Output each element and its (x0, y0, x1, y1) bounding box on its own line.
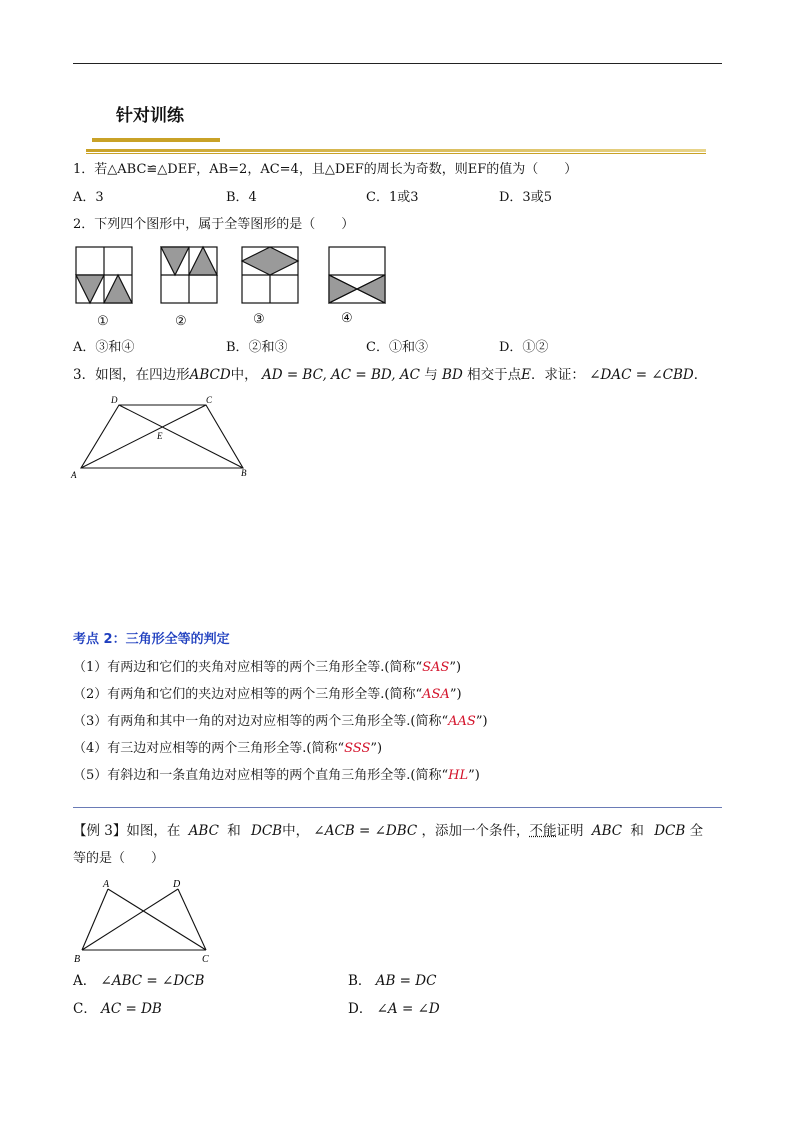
ex3-he: 和 (227, 823, 241, 839)
rule-1-abbr: SAS (422, 660, 450, 675)
section-title: 针对训练 (116, 106, 184, 126)
ex3-option-a-label: A． (73, 973, 97, 989)
rule-5-text: （5）有斜边和一条直角边对应相等的两个直角三角形全等.(简称“ (73, 768, 449, 783)
rule-3-text: （3）有两角和其中一角的对边对应相等的两个三角形全等.(简称“ (73, 714, 449, 729)
q3-stem-prove: ．求证： (530, 367, 585, 383)
ex3-option-b-label: B． (348, 973, 372, 989)
q1-stem: 1．若△ABC≌△DEF，AB=2，AC=4，且△DEF的周长为奇数，则EF的值为（ ） (73, 162, 578, 177)
q3-label-e: E (157, 431, 163, 441)
ex3-option-d-math: ∠A = ∠D (376, 1001, 440, 1017)
kaodian-title: 考点 2：三角形全等的判定 (73, 632, 230, 647)
ex3-option-c-math: AC = DB (101, 1001, 162, 1017)
rule-5 (73, 767, 480, 785)
ex3-cond: ∠ACB = ∠DBC (313, 823, 418, 839)
ex3-label-a: A (103, 879, 110, 890)
ex3-option-c-label: C． (73, 1001, 97, 1017)
rule-2-text: （2）有两角和它们的夹边对应相等的两个三角形全等.(简称“ (73, 687, 423, 702)
rule-1-end: ”) (449, 660, 462, 675)
q3-stem-prefix: 3．如图，在四边形 (73, 367, 190, 383)
rule-2-abbr: ASA (422, 687, 450, 702)
ex3-buneng: 不能 (529, 823, 557, 839)
ex3-quan: 全 (689, 823, 704, 839)
rule-1 (73, 659, 461, 677)
title-underline-long (86, 149, 706, 152)
rule-4 (73, 740, 382, 758)
q1-option-a: A．3 (73, 190, 104, 205)
q2-figure-label-3: ③ (253, 312, 265, 327)
q2-figure-label-4: ④ (341, 311, 353, 326)
rule-4-text: （4）有三边对应相等的两个三角形全等.(简称“ (73, 741, 345, 756)
q3-stem-end: ． (693, 367, 708, 383)
q2-figure-label-1: ① (97, 314, 109, 329)
q3-stem (73, 366, 707, 384)
title-underline-short (92, 138, 220, 142)
q2-figure-4 (329, 247, 385, 303)
q3-stem-math: AD = BC, AC = BD, AC (261, 367, 420, 383)
q2-figure-3 (242, 247, 298, 303)
q2-option-d: D．①② (499, 340, 549, 355)
q3-label-d: D (111, 395, 118, 405)
q3-stem-abcd: ABCD (189, 367, 231, 383)
example3-stem (73, 822, 703, 840)
rule-3-abbr: AAS (448, 714, 476, 729)
q3-stem-cross: 相交于点 (467, 367, 522, 383)
q3-stem-mid: 中， (230, 367, 258, 383)
ex3-option-b (348, 972, 436, 990)
ex3-dcb2: DCB (654, 823, 686, 839)
ex3-option-b-math: AB = DC (375, 973, 437, 989)
ex3-option-a-math: ∠ABC = ∠DCB (100, 973, 205, 989)
rule-2-end: ”) (449, 687, 462, 702)
q2-stem: 2．下列四个图形中，属于全等图形的是（ ） (73, 217, 355, 232)
ex3-prefix: 【例 3】如图，在 (73, 823, 181, 839)
rule-5-end: ”) (468, 768, 480, 783)
ex3-rest2: 证明 (556, 823, 584, 839)
q2-figure-1 (76, 247, 132, 303)
ex3-label-b: B (74, 954, 81, 964)
q2-option-b: B．②和③ (226, 340, 288, 355)
ex3-abc2: ABC (591, 823, 623, 839)
rule-2 (73, 686, 462, 704)
q3-stem-bd: BD (442, 367, 463, 383)
ex3-option-a (73, 972, 204, 990)
q2-figures (73, 244, 393, 308)
q1-option-d: D．3或5 (499, 190, 552, 205)
rule-3-end: ”) (475, 714, 488, 729)
example3-figure (72, 876, 217, 964)
q2-figure-label-2: ② (175, 314, 187, 329)
ex3-option-c (73, 1000, 162, 1018)
ex3-he2: 和 (630, 823, 644, 839)
section-divider (73, 807, 722, 808)
rule-4-end: ”) (370, 741, 383, 756)
q2-option-a: A．③和④ (73, 340, 135, 355)
ex3-label-c: C (202, 954, 209, 964)
q3-stem-goal: ∠DAC = ∠CBD (589, 367, 694, 383)
ex3-label-d: D (173, 879, 181, 890)
q3-stem-e: E (521, 367, 531, 383)
ex3-abc: ABC (188, 823, 219, 839)
rule-1-text: （1）有两边和它们的夹角对应相等的两个三角形全等.(简称“ (73, 660, 423, 675)
rule-3 (73, 713, 488, 731)
ex3-zhong: 中， (282, 823, 310, 839)
q3-label-b: B (241, 468, 247, 478)
ex3-rest: ，添加一个条件， (421, 823, 530, 839)
q3-label-c: C (206, 395, 213, 405)
q1-option-b: B．4 (226, 190, 257, 205)
rule-4-abbr: SSS (344, 741, 371, 756)
top-rule (73, 63, 722, 64)
ex3-option-d-label: D． (348, 1001, 373, 1017)
rule-5-abbr: HL (448, 768, 469, 783)
q3-stem-with: 与 (424, 367, 438, 383)
q2-option-c: C．①和③ (366, 340, 428, 355)
q3-figure (70, 392, 255, 482)
q3-label-a: A (71, 470, 77, 480)
q1-option-c: C．1或3 (366, 190, 419, 205)
title-underline-thin (86, 153, 706, 154)
q2-figure-2 (161, 247, 217, 303)
ex3-option-d (348, 1000, 440, 1018)
example3-line2: 等的是（ ） (73, 851, 165, 866)
ex3-dcb: DCB (251, 823, 283, 839)
